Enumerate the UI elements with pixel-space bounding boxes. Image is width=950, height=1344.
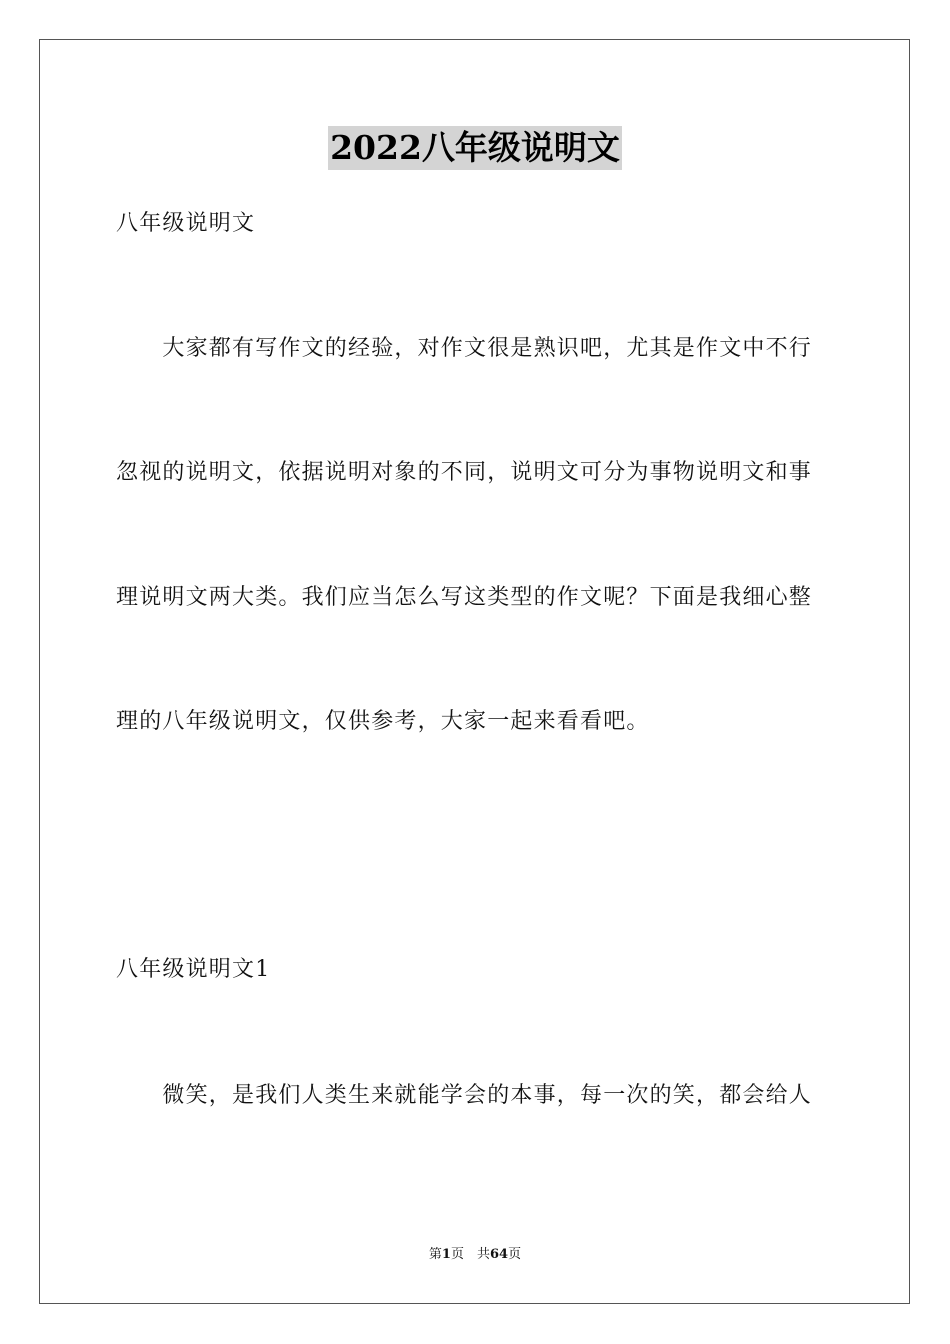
page-footer <box>0 1246 950 1264</box>
paragraph-line: 微笑，是我们人类生来就能学会的本事，每一次的笑，都会给人 <box>116 1083 813 1108</box>
total-prefix: 共 <box>476 1247 490 1262</box>
page-number: 1 <box>441 1247 451 1262</box>
total-suffix: 页 <box>508 1247 522 1262</box>
document-title: 2022八年级说明文 <box>328 126 622 170</box>
page-prefix: 第 <box>428 1247 442 1262</box>
section-heading: 八年级说明文 <box>116 211 256 236</box>
title-container <box>0 126 950 170</box>
paragraph-line: 理的八年级说明文，仅供参考，大家一起来看看吧。 <box>116 709 650 734</box>
section-heading: 八年级说明文1 <box>116 957 271 982</box>
paragraph-line: 理说明文两大类。我们应当怎么写这类型的作文呢？下面是我细心整 <box>116 585 813 610</box>
page-suffix: 页 <box>450 1247 464 1262</box>
paragraph-line: 忽视的说明文，依据说明对象的不同，说明文可分为事物说明文和事 <box>116 460 813 485</box>
total-pages: 64 <box>490 1247 509 1262</box>
paragraph-line: 大家都有写作文的经验，对作文很是熟识吧，尤其是作文中不行 <box>116 336 813 361</box>
